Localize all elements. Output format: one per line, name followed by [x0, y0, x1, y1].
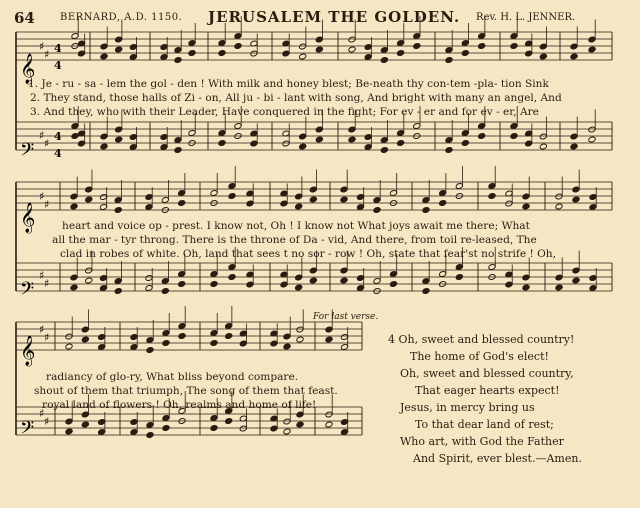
lyric-line: clad in robes of white. Oh, land that sees t no sor - row ! Oh, state that fear'st no strife ! Oh,: [60, 248, 556, 260]
note-head: [234, 43, 242, 50]
note-head: [572, 196, 580, 203]
note-head: [296, 336, 304, 343]
note-head: [218, 140, 226, 147]
note-head: [70, 284, 78, 291]
note-head: [309, 277, 317, 284]
note-head: [283, 343, 291, 350]
lyric-line: all the mar - tyr throng. There is the throne of Da - vid, And there, from toil re-leased, The: [52, 234, 537, 246]
note-head: [283, 428, 291, 435]
note-head: [348, 136, 356, 143]
lyric-line: 1. Je - ru - sa - lem the gol - den ! With milk and honey blest; Be-neath thy con-tem -pla- tion Sink: [28, 78, 549, 90]
sharp-icon: ♯: [44, 198, 50, 211]
note-head: [315, 46, 323, 53]
note-head: [522, 203, 530, 210]
sharp-icon: ♯: [39, 129, 45, 142]
note-head: [309, 196, 317, 203]
note-head: [413, 43, 421, 50]
time-signature-top: 4: [54, 130, 62, 143]
note-head: [178, 281, 186, 288]
note-head: [315, 136, 323, 143]
note-head: [162, 340, 170, 347]
note-head: [478, 133, 486, 140]
note-head: [225, 333, 233, 340]
note-head: [299, 53, 307, 60]
note-head: [81, 336, 89, 343]
note-head: [146, 432, 154, 439]
note-head: [445, 147, 453, 154]
note-head: [389, 281, 397, 288]
note-head: [439, 200, 447, 207]
treble-clef-icon: 𝄞: [20, 336, 36, 366]
note-head: [210, 425, 218, 432]
note-head: [325, 336, 333, 343]
note-head: [340, 277, 348, 284]
note-head: [178, 333, 186, 340]
note-head: [461, 140, 469, 147]
note-head: [555, 284, 563, 291]
note-head: [178, 200, 186, 207]
lyric-line: 2. They stand, those halls of Zi - on, All ju - bi - lant with song, And bright with many an angel, And: [30, 92, 562, 104]
note-head: [340, 196, 348, 203]
note-head: [555, 203, 563, 210]
time-signature-top: 4: [54, 42, 62, 55]
treble-clef-icon: 𝄞: [20, 203, 36, 233]
page-number: 64: [14, 9, 35, 27]
sharp-icon: ♯: [39, 269, 45, 282]
sharp-icon: ♯: [44, 277, 50, 290]
note-head: [114, 288, 122, 295]
composer-credit: BERNARD, A.D. 1150.: [60, 12, 183, 23]
treble-clef-icon: 𝄞: [20, 54, 36, 84]
note-head: [210, 281, 218, 288]
verse-line: 4 Oh, sweet and blessed country!: [388, 333, 575, 346]
note-head: [228, 274, 236, 281]
note-head: [510, 43, 518, 50]
note-head: [218, 50, 226, 57]
note-head: [85, 196, 93, 203]
note-head: [65, 428, 73, 435]
lyric-line: radiancy of glo-ry, What bliss beyond compare.: [46, 371, 299, 383]
note-head: [299, 143, 307, 150]
note-head: [348, 46, 356, 53]
note-head: [380, 147, 388, 154]
note-head: [162, 425, 170, 432]
note-head: [115, 46, 123, 53]
bass-clef-icon: 𝄢: [20, 279, 35, 304]
note-head: [174, 147, 182, 154]
last-verse-label: For last verse.: [313, 312, 379, 322]
verse-line: That eager hearts expect!: [415, 384, 560, 397]
note-head: [570, 143, 578, 150]
note-head: [478, 43, 486, 50]
note-head: [522, 284, 530, 291]
note-head: [588, 46, 596, 53]
note-head: [325, 421, 333, 428]
note-head: [81, 421, 89, 428]
note-head: [161, 288, 169, 295]
note-head: [445, 57, 453, 64]
note-head: [85, 277, 93, 284]
note-head: [539, 53, 547, 60]
author-credit: Rev. H. L. JENNER.: [476, 12, 576, 23]
note-head: [570, 53, 578, 60]
note-head: [488, 193, 496, 200]
note-head: [188, 50, 196, 57]
sharp-icon: ♯: [39, 323, 45, 336]
note-head: [100, 143, 108, 150]
note-head: [397, 50, 405, 57]
sharp-icon: ♯: [44, 137, 50, 150]
note-head: [210, 340, 218, 347]
note-head: [100, 53, 108, 60]
time-signature-bottom: 4: [54, 147, 62, 160]
note-head: [422, 288, 430, 295]
note-head: [174, 57, 182, 64]
note-head: [510, 133, 518, 140]
note-head: [373, 207, 381, 214]
note-head: [146, 347, 154, 354]
note-head: [295, 284, 303, 291]
verse-line: The home of God's elect!: [410, 350, 549, 363]
lyric-line: shout of them that triumph, The song of them that feast.: [34, 385, 338, 397]
sharp-icon: ♯: [39, 190, 45, 203]
note-head: [455, 274, 463, 281]
note-head: [572, 277, 580, 284]
note-head: [295, 203, 303, 210]
note-head: [65, 343, 73, 350]
time-signature-bottom: 4: [54, 59, 62, 72]
note-head: [114, 207, 122, 214]
note-head: [461, 50, 469, 57]
note-head: [397, 140, 405, 147]
note-head: [539, 143, 547, 150]
bass-clef-icon: 𝄢: [20, 140, 35, 165]
verse-line: Who art, with God the Father: [400, 435, 564, 448]
note-head: [296, 421, 304, 428]
bass-clef-icon: 𝄢: [20, 418, 35, 443]
note-head: [422, 207, 430, 214]
sharp-icon: ♯: [39, 407, 45, 420]
lyric-line: 3. And they, who with their Leader, Have conquered in the fight; For ev - er and for ev - er, Are: [30, 106, 539, 118]
sharp-icon: ♯: [44, 415, 50, 428]
verse-line: Oh, sweet and blessed country,: [400, 367, 574, 380]
verse-line: And Spirit, ever blest.—Amen.: [413, 452, 582, 465]
lyric-line: royal land of flowers ! Oh, realms and home of life!: [42, 399, 317, 411]
lyric-line: heart and voice op - prest. I know not, Oh ! I know not What joys await me there; What: [62, 220, 530, 232]
hymn-title: JERUSALEM THE GOLDEN.: [208, 8, 461, 26]
sharp-icon: ♯: [44, 331, 50, 344]
verse-line: To that dear land of rest;: [415, 418, 554, 431]
note-head: [380, 57, 388, 64]
note-head: [228, 193, 236, 200]
note-head: [225, 418, 233, 425]
note-head: [115, 136, 123, 143]
note-head: [70, 203, 78, 210]
sharp-icon: ♯: [44, 48, 50, 61]
verse-line: Jesus, in mercy bring us: [400, 401, 535, 414]
note-head: [588, 136, 596, 143]
sharp-icon: ♯: [39, 40, 45, 53]
